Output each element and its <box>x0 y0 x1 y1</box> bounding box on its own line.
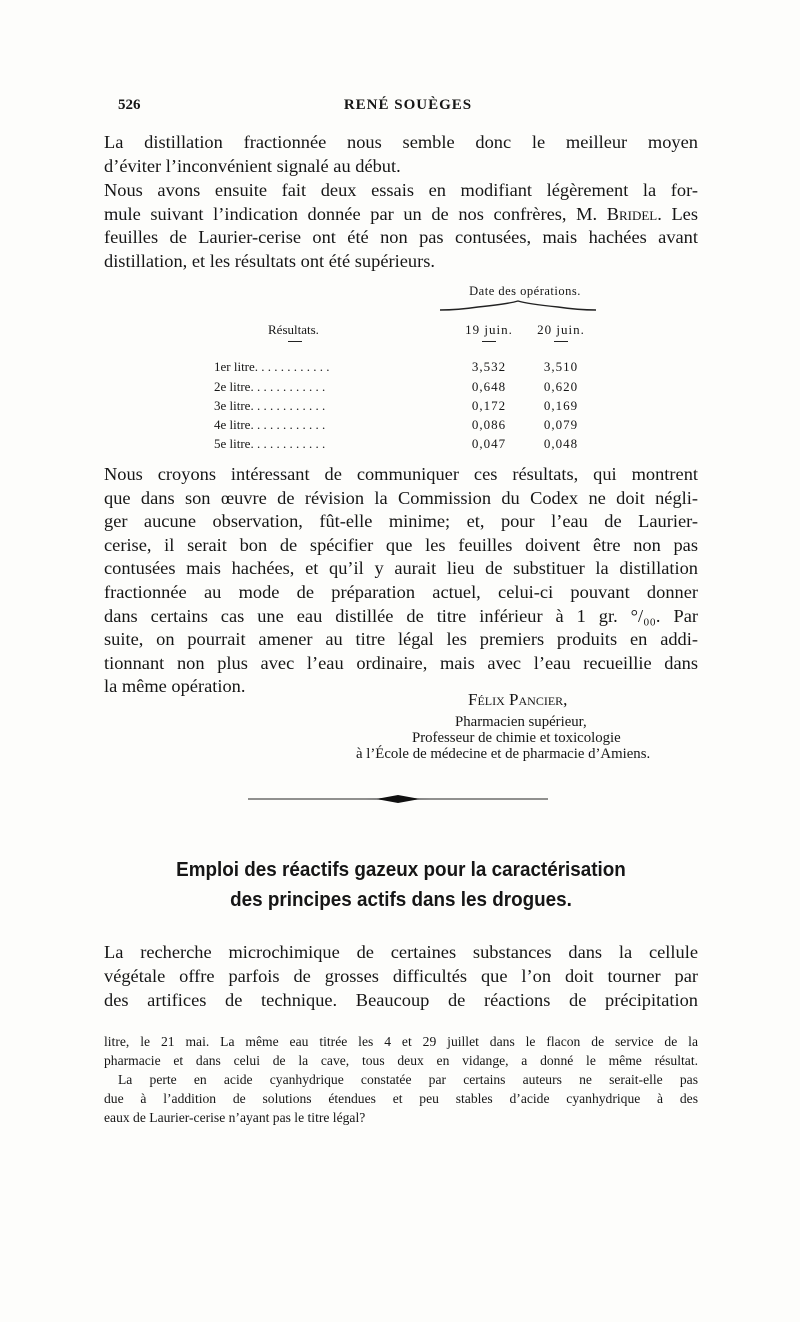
text-line: suite, on pourrait amener au titre légal les premiers produits en addi- <box>104 629 698 650</box>
table-row <box>214 359 594 378</box>
cell-value: 0,048 <box>543 436 579 452</box>
table-row <box>214 379 594 398</box>
page-number: 526 <box>118 97 141 113</box>
table-row <box>214 398 594 417</box>
text-line: d’éviter l’inconvénient signalé au début. <box>104 155 401 176</box>
signature-line: Pharmacien supérieur, <box>455 714 587 730</box>
text-line: que dans son œuvre de révision la Commission du Codex ne doit négli- <box>104 487 698 508</box>
text-line: dans certains cas une eau distillée de titre inférieur à 1 gr. °/₀₀. Par <box>104 605 698 626</box>
footnote-line: eaux de Laurier-cerise n’ayant pas le titre légal? <box>104 1110 366 1125</box>
table-row <box>214 436 594 455</box>
text-line: feuilles de Laurier-cerise ont été non pas contusées, mais hachées avant <box>104 227 698 248</box>
rule <box>288 341 302 342</box>
signature-line: Professeur de chimie et toxicologie <box>412 730 621 746</box>
author-name: Bridel <box>606 203 658 224</box>
text-line: fractionnée au mode de préparation actuel, celui-ci pouvant donner <box>104 581 698 602</box>
conclusion-paragraph <box>104 463 698 699</box>
table-brace <box>438 298 598 312</box>
row-label: 2e litre. . . . . . . . . . . . <box>214 378 326 394</box>
text-line <box>104 203 698 227</box>
table-row <box>214 417 594 436</box>
text-line: des artifices de technique. Beaucoup de réactions de précipitation <box>104 990 698 1010</box>
text-line: distillation, et les résultats ont été supérieurs. <box>104 250 435 271</box>
cell-value: 0,079 <box>543 417 579 433</box>
rule <box>482 341 496 342</box>
text-line: cerise, il serait bon de spécifier que les feuilles doivent être non pas <box>104 534 698 555</box>
cell-value: 3,532 <box>471 359 507 375</box>
col-header-date2: 20 juin. <box>537 322 585 337</box>
cell-value: 3,510 <box>543 359 579 375</box>
signature-line: à l’École de médecine et de pharmacie d’Amiens. <box>356 746 651 762</box>
header-rules <box>214 341 594 359</box>
text-line: La recherche microchimique de certaines substances dans la cellule <box>104 942 698 962</box>
row-label: 4e litre. . . . . . . . . . . . <box>214 417 326 433</box>
text-fragment: mule suivant l’indication donnée par un de nos confrères, M. <box>104 203 607 224</box>
section-divider <box>248 792 548 806</box>
text-line: végétale offre parfois de grosses difficultés que l’on doit tourner par <box>104 966 698 986</box>
article-title-line2: des principes actifs dans les drogues. <box>230 888 572 911</box>
table-header-row <box>214 322 594 341</box>
footnote-line: litre, le 21 mai. La même eau titrée les 4 et 29 juillet dans le flacon de service de la <box>104 1034 698 1049</box>
article-body <box>104 940 698 1012</box>
col-header-date1: 19 juin. <box>465 322 513 337</box>
text-line: La distillation fractionnée nous semble donc le meilleur moyen <box>104 132 698 152</box>
text-line: Nous croyons intéressant de communiquer ces résultats, qui montrent <box>104 464 698 484</box>
cell-value: 0,169 <box>543 397 579 413</box>
signature-name: Félix Pancier, <box>468 690 568 709</box>
results-table <box>214 322 594 456</box>
footnote <box>104 1032 698 1127</box>
running-header <box>118 97 698 119</box>
method-paragraph <box>104 179 698 273</box>
text-line: contusées mais hachées, et qu’il y aurait lieu de substituer la distillation <box>104 558 698 579</box>
cell-value: 0,172 <box>471 397 507 413</box>
rule <box>554 341 568 342</box>
text-line: ger aucune observation, fût-elle minime; et, pour l’eau de Laurier- <box>104 511 698 532</box>
table-group-header: Date des opérations. <box>469 284 581 298</box>
row-label: 1er litre. . . . . . . . . . . . <box>214 359 330 375</box>
row-label: 5e litre. . . . . . . . . . . . <box>214 436 326 452</box>
footnote-line: pharmacie et dans celui de la cave, tous deux en vidange, a donné le même résultat. <box>104 1053 698 1068</box>
cell-value: 0,648 <box>471 378 507 394</box>
col-header-results: Résultats. <box>268 322 319 337</box>
running-title: RENÉ SOUÈGES <box>343 97 473 113</box>
cell-value: 0,047 <box>471 436 507 452</box>
text-line: tionnant non plus avec l’eau ordinaire, mais avec l’eau recueillie dans <box>104 652 698 673</box>
footnote-line: due à l’addition de solutions étendues et peu stables d’acide cyanhydrique à des <box>104 1091 698 1106</box>
intro-paragraph <box>104 131 698 178</box>
text-line: Nous avons ensuite fait deux essais en modifiant légèrement la for- <box>104 180 698 200</box>
text-fragment: . Les <box>657 203 699 224</box>
article-title-line1: Emploi des réactifs gazeux pour la caractérisation <box>176 858 626 881</box>
text-line: la même opération. <box>104 676 246 697</box>
row-label: 3e litre. . . . . . . . . . . . <box>214 397 326 413</box>
cell-value: 0,086 <box>471 417 507 433</box>
footnote-line: La perte en acide cyanhydrique constatée par certains auteurs ne serait-elle pas <box>118 1072 698 1087</box>
cell-value: 0,620 <box>543 378 579 394</box>
